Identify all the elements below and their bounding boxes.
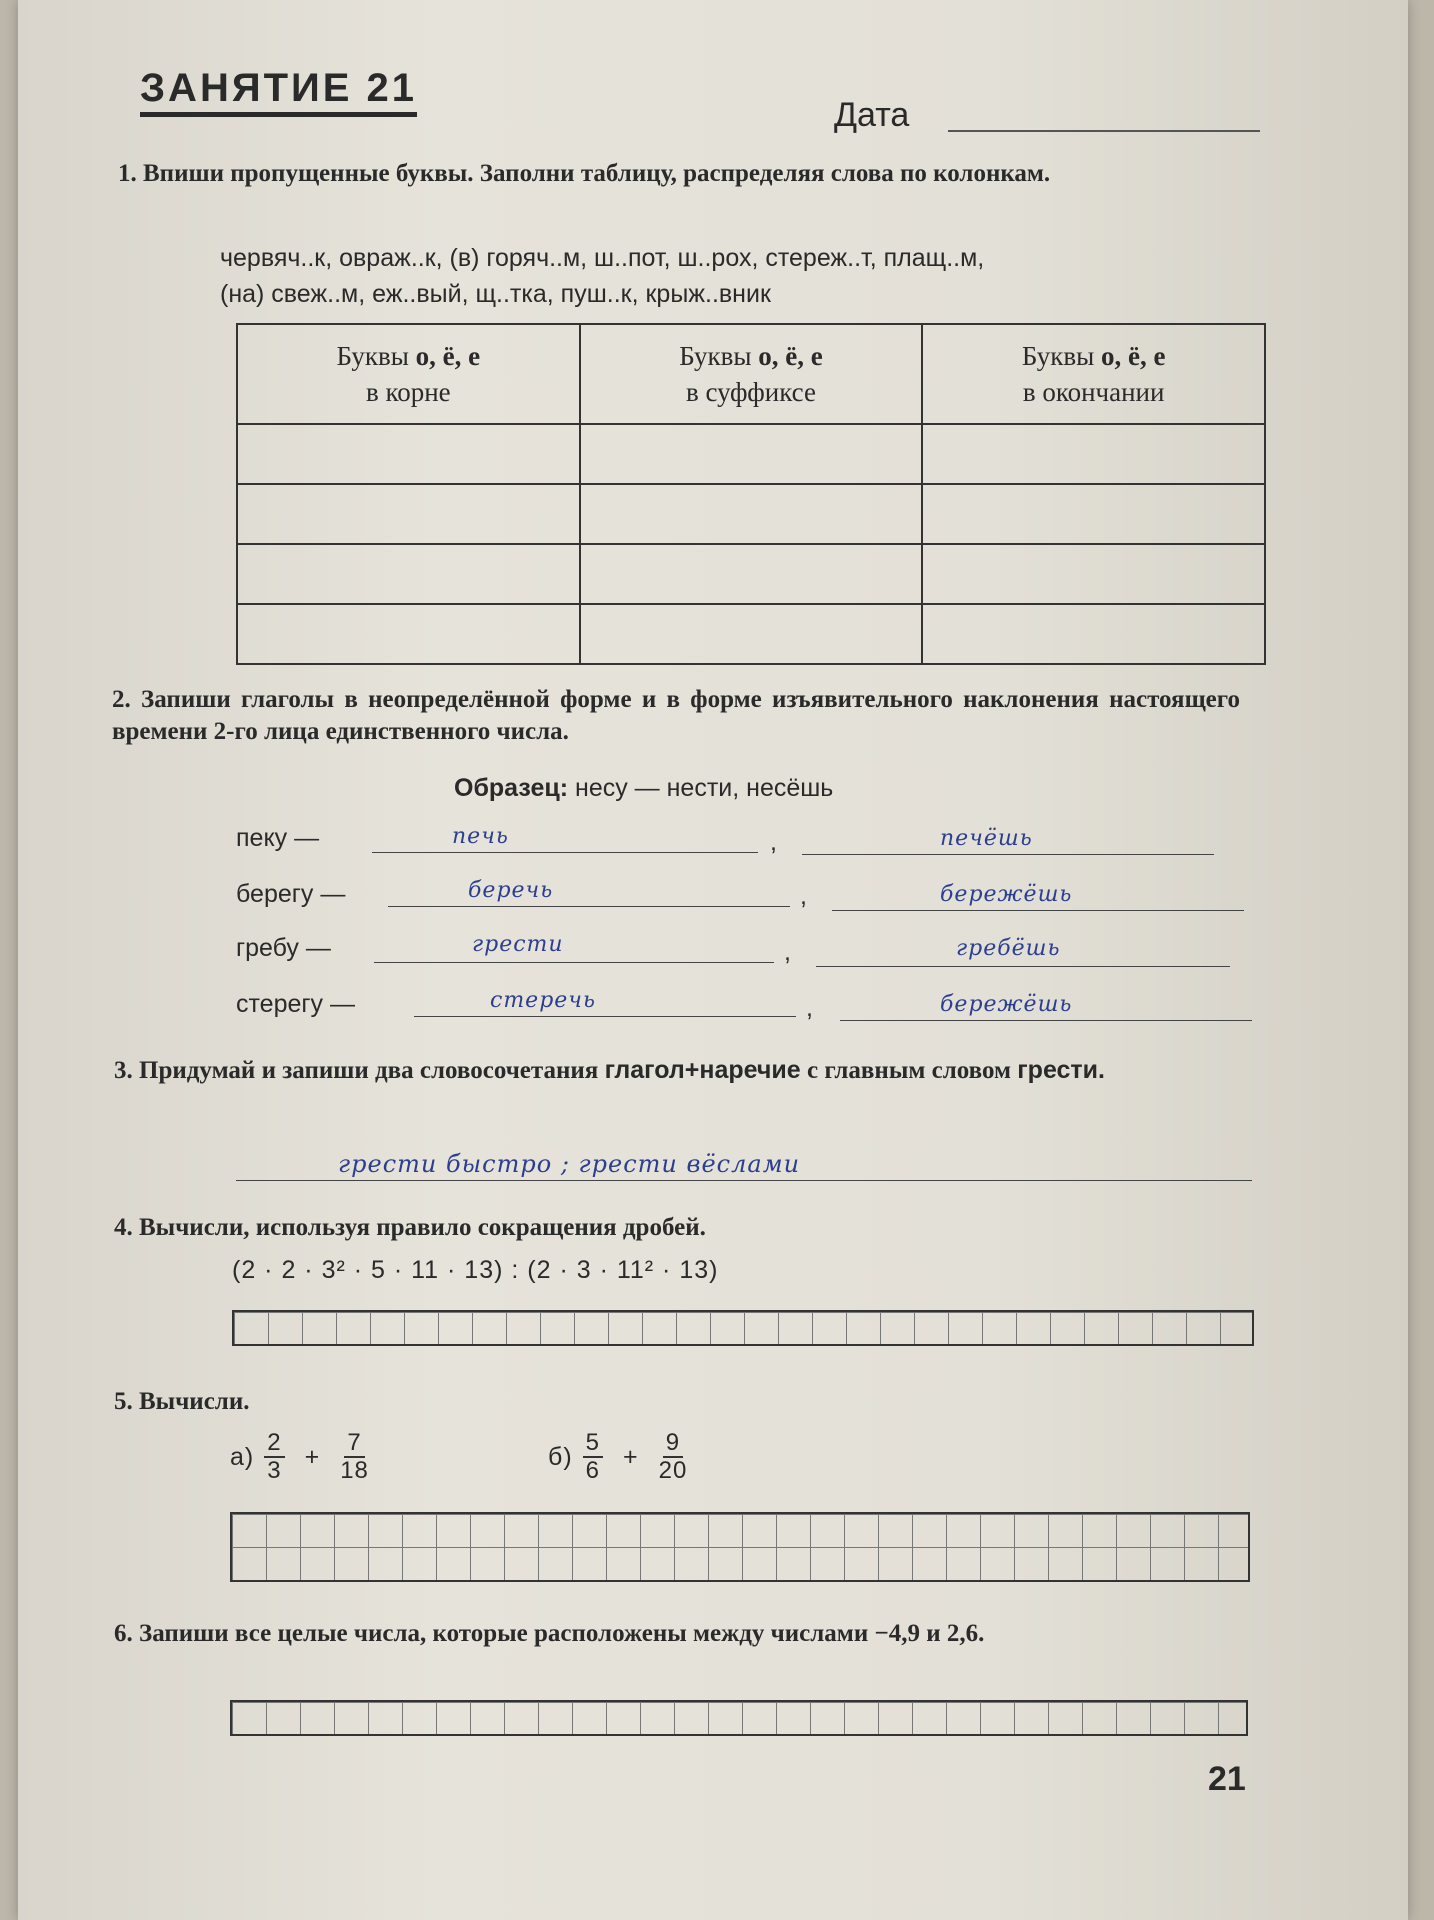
task5-text: Вычисли.	[139, 1388, 250, 1415]
answer-grid-task4[interactable]	[232, 1310, 1254, 1346]
table-cell[interactable]	[237, 484, 580, 544]
table-cell[interactable]	[580, 424, 923, 484]
table-row	[237, 424, 1265, 484]
task2-number: 2.	[112, 686, 131, 713]
table-cell[interactable]	[580, 484, 923, 544]
task6-instructions	[114, 1618, 1242, 1650]
sample-text: несу — нести, несёшь	[575, 774, 834, 802]
answer-field[interactable]	[372, 852, 758, 853]
task6-text: Запиши все целые числа, которые расположены между числами −4,9 и 2,6.	[139, 1620, 985, 1647]
task1-text: Впиши пропущенные буквы. Заполни таблицу, распределяя слова по колонкам.	[143, 160, 1051, 187]
table-cell[interactable]	[580, 544, 923, 604]
task5-number: 5.	[114, 1388, 133, 1415]
fraction-expression: (2 · 2 · 3² · 5 · 11 · 13) : (2 · 3 · 11² · 13)	[232, 1256, 719, 1284]
answer-grid-task6[interactable]	[230, 1700, 1248, 1736]
sample-label: Образец:	[454, 774, 569, 802]
task1-number: 1.	[118, 160, 137, 187]
task4-instructions	[114, 1212, 1242, 1244]
table-cell[interactable]	[922, 604, 1265, 664]
column-ending: Буквы о, ё, е в окончании	[922, 324, 1265, 424]
column-suffix: Буквы о, ё, е в суффиксе	[580, 324, 923, 424]
comma: ,	[770, 828, 777, 856]
fraction: $\frac{9}{20}$	[658, 1429, 688, 1484]
task1-words-line1: червяч..к, овраж..к, (в) горяч..м, ш..пот, ш..рох, стереж..т, плащ..м,	[220, 244, 985, 272]
handwritten-answer: стеречь	[490, 988, 596, 1013]
table-row	[237, 544, 1265, 604]
verb-steregu: стерегу —	[236, 990, 355, 1018]
column-root: Буквы о, ё, е в корне	[237, 324, 580, 424]
task5-example-a: а) $\frac{2}{3}$ + $\frac{7}{18}$	[230, 1429, 369, 1484]
task1-words-line2: (на) свеж..м, еж..вый, щ..тка, пуш..к, крыж..вник	[220, 280, 771, 308]
answer-field[interactable]	[388, 906, 790, 907]
table-cell[interactable]	[922, 424, 1265, 484]
handwritten-answer: гребёшь	[956, 936, 1061, 961]
handwritten-answer: печь	[452, 824, 509, 849]
orthography-table	[236, 323, 1266, 665]
handwritten-phrases: грести быстро ; грести вёслами	[338, 1150, 801, 1178]
table-cell[interactable]	[922, 544, 1265, 604]
answer-field[interactable]	[840, 1020, 1252, 1021]
task2-text: Запиши глаголы в неопределённой форме и в форме изъявительного наклонения настоящего времени 2-го лица единственного числа.	[112, 686, 1240, 745]
table-row	[237, 484, 1265, 544]
table-cell[interactable]	[237, 604, 580, 664]
table-cell[interactable]	[922, 484, 1265, 544]
handwritten-answer: бережёшь	[940, 992, 1073, 1017]
answer-field[interactable]	[414, 1016, 796, 1017]
task4-text: Вычисли, используя правило сокращения дробей.	[139, 1214, 706, 1241]
task3-number: 3.	[114, 1057, 133, 1084]
comma: ,	[800, 882, 807, 910]
answer-field[interactable]	[832, 910, 1244, 911]
table-cell[interactable]	[580, 604, 923, 664]
table-cell[interactable]	[237, 424, 580, 484]
handwritten-answer: грести	[472, 932, 564, 957]
verb-peku: пеку —	[236, 824, 320, 852]
table-header-row	[237, 324, 1265, 424]
workbook-page	[18, 0, 1408, 1920]
answer-field[interactable]	[374, 962, 774, 963]
answer-field[interactable]	[816, 966, 1230, 967]
lesson-title: ЗАНЯТИЕ 21	[140, 66, 417, 117]
verb-grebu: гребу —	[236, 934, 331, 962]
task5-instructions	[114, 1386, 1242, 1418]
handwritten-answer: беречь	[468, 878, 554, 903]
comma: ,	[806, 994, 813, 1022]
answer-grid-task5[interactable]	[230, 1512, 1250, 1582]
task6-number: 6.	[114, 1620, 133, 1647]
table-row	[237, 604, 1265, 664]
page-number: 21	[1208, 1760, 1246, 1798]
sample-line	[454, 774, 833, 803]
handwritten-answer: бережёшь	[940, 882, 1073, 907]
verb-beregu: берегу —	[236, 880, 346, 908]
task1-instructions	[118, 158, 1246, 190]
fraction: $\frac{5}{6}$	[583, 1430, 603, 1484]
date-label: Дата	[834, 96, 910, 134]
fraction: $\frac{7}{18}$	[340, 1429, 369, 1484]
comma: ,	[784, 938, 791, 966]
task3-instructions: 3. Придумай и запиши два словосочетания глагол+наречие с главным словом грести.	[114, 1056, 1105, 1084]
handwritten-answer: печёшь	[940, 826, 1033, 851]
answer-field[interactable]	[802, 854, 1214, 855]
phrase-answer-field[interactable]	[236, 1180, 1252, 1181]
task2-instructions	[112, 684, 1240, 748]
date-field[interactable]	[948, 130, 1260, 132]
task4-number: 4.	[114, 1214, 133, 1241]
fraction: $\frac{2}{3}$	[264, 1430, 284, 1484]
table-cell[interactable]	[237, 544, 580, 604]
task5-example-b: б) $\frac{5}{6}$ + $\frac{9}{20}$	[548, 1429, 688, 1484]
